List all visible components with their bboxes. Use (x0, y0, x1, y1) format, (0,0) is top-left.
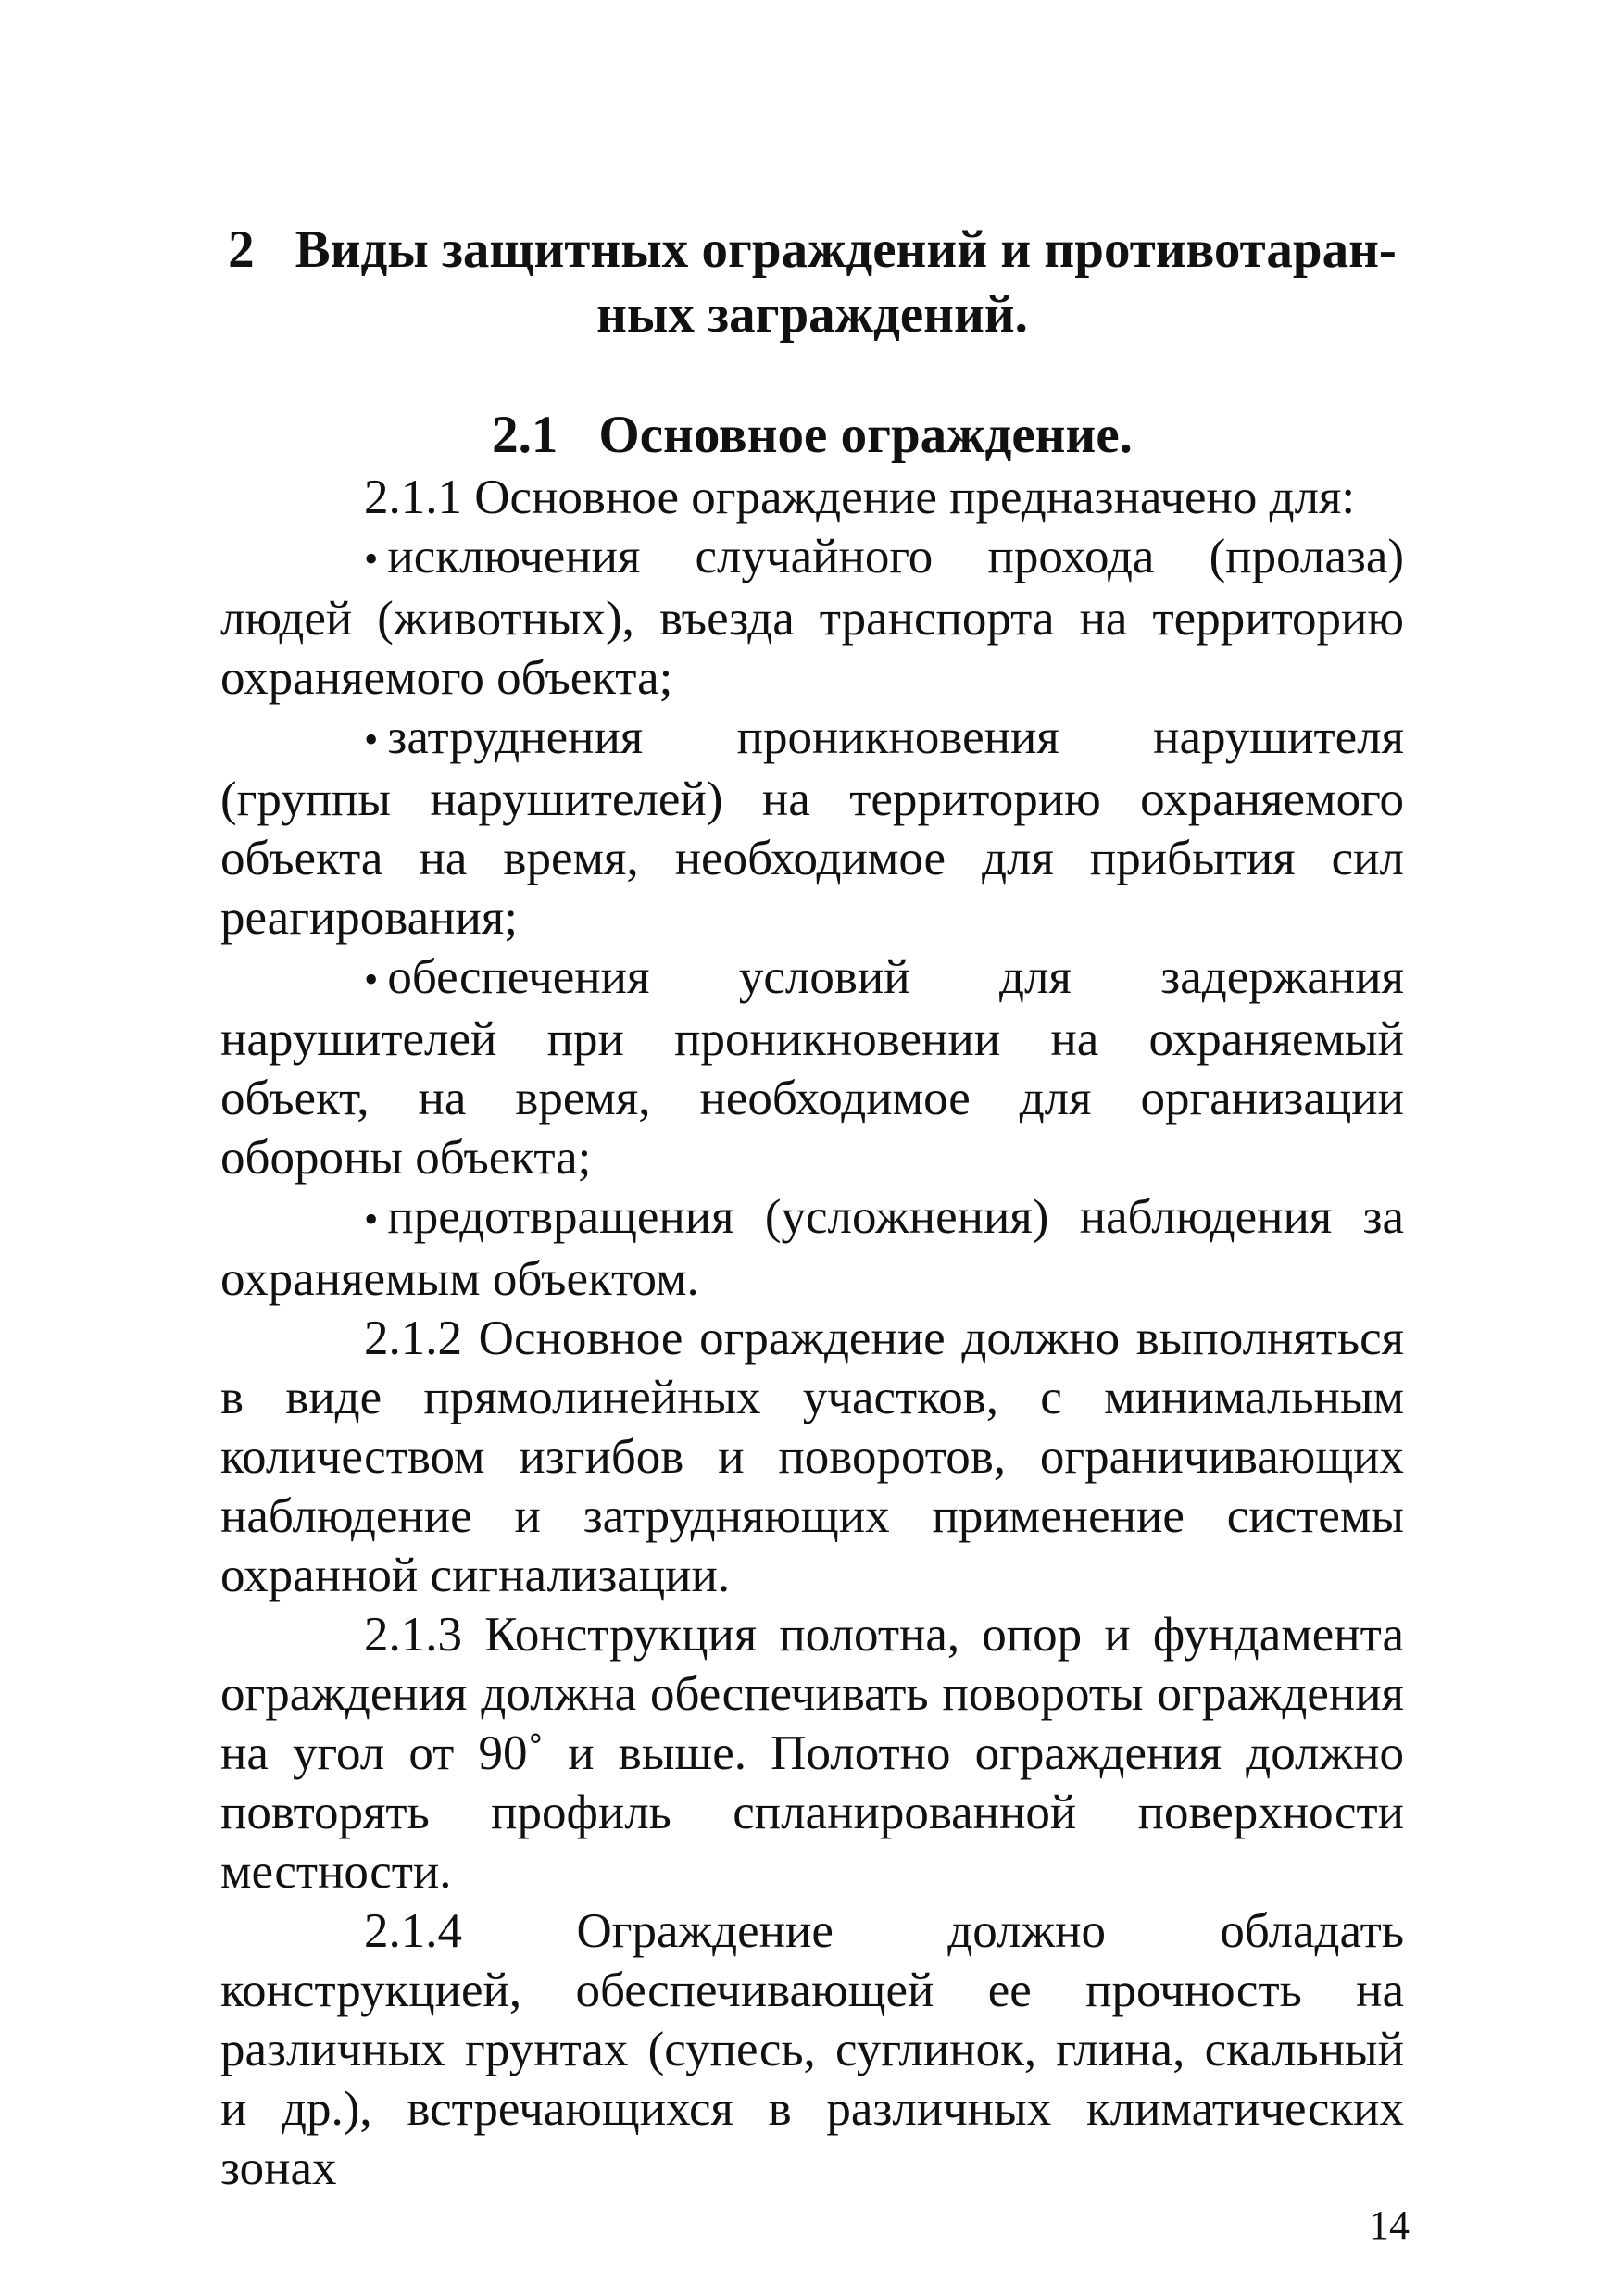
section-heading-line-1 (220, 218, 1404, 282)
paragraph-2-1-1: 2.1.1 Основное ограждение предназначено для: (364, 470, 1356, 524)
subsection-number: 2.1 (492, 406, 558, 464)
section-heading (220, 218, 1404, 347)
subsection-heading (220, 403, 1404, 468)
section-title-part-1: Виды защитных ограждений и противотаран- (295, 220, 1397, 279)
paragraph-2-1-4: 2.1.4 Ограждение должно обладать конструкцией, обеспечивающей ее прочность на различных грунтах (супесь, суглинок, глина, скальный и др.), встречающихся в различных климатических зонах (220, 1904, 1404, 2195)
subsection-title: Основное ограждение. (598, 406, 1133, 464)
bullet-icon (364, 1190, 387, 1244)
bullet-item (220, 947, 1404, 1187)
bullet-icon (364, 710, 387, 764)
paragraph-2-1-3: 2.1.3 Конструкция полотна, опор и фундамента ограждения должна обеспечивать повороты ограждения на угол от 90˚ и выше. Полотно ограждения должно повторять профиль спланированной поверхности местности. (220, 1608, 1404, 1899)
bullet-text: затруднения проникновения нарушителя (группы нарушителей) на территорию охраняемого объекта на время, необходимое для прибытия сил реагирования; (220, 710, 1404, 945)
bullet-text: обеспечения условий для задержания нарушителей при проникновении на охраняемый объект, на время, необходимое для организации обороны объекта; (220, 950, 1404, 1185)
bullet-icon (364, 950, 387, 1004)
section-number: 2 (228, 220, 255, 279)
page-content (220, 218, 1404, 2198)
bullet-item (220, 1187, 1404, 1309)
bullet-item (220, 527, 1404, 708)
section-title-part-2: ных заграждений. (596, 285, 1028, 344)
bullet-item (220, 708, 1404, 947)
bullet-text: предотвращения (усложнения) наблюдения за охраняемым объектом. (220, 1190, 1404, 1306)
bullet-icon (364, 530, 387, 583)
page-number: 14 (1369, 2202, 1410, 2248)
paragraph-2-1-2: 2.1.2 Основное ограждение должно выполняться в виде прямолинейных участков, с минимальным количеством изгибов и поворотов, ограничивающих наблюдение и затрудняющих применение системы охранной сигнализации. (220, 1311, 1404, 1602)
bullet-text: исключения случайного прохода (пролаза) людей (животных), въезда транспорта на территорию охраняемого объекта; (220, 530, 1404, 705)
